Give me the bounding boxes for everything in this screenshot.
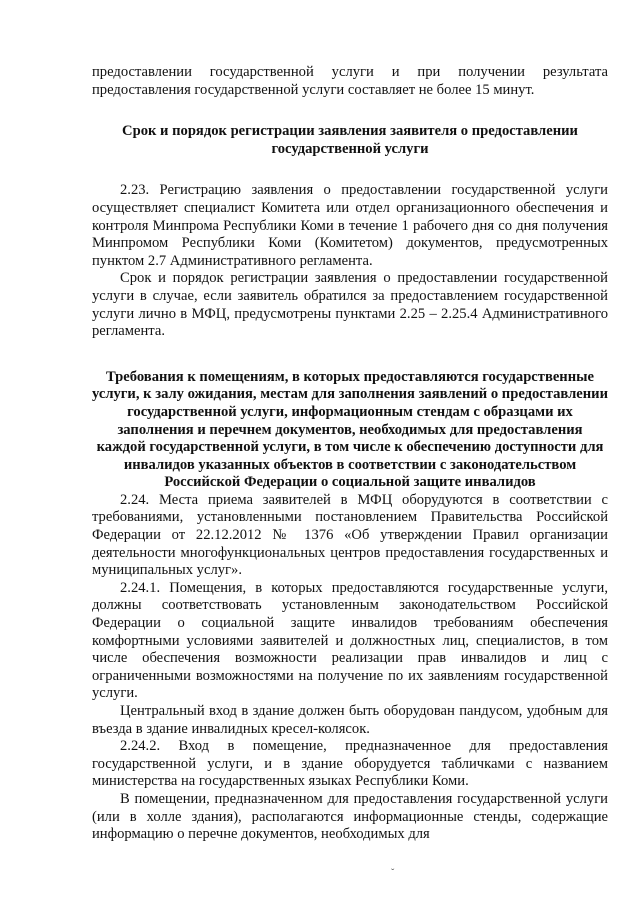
paragraph-central-entrance: Центральный вход в здание должен быть оборудован пандусом, удобным для въезда в здание инвалидных кресел-колясок. [92, 703, 608, 737]
paragraph-2-24: 2.24. Места приема заявителей в МФЦ оборудуются в соответствии с требованиями, установленными постановлением Правительства Российской Федерации от 22.12.2012 № 1376 «Об утверждении Правил организации деятельности многофункциональных центров предоставления государственных и муниципальных услуг». [92, 491, 608, 579]
paragraph-2-24-2: 2.24.2. Вход в помещение, предназначенное для предоставления государственной услуги, и в здание оборудуется табличками с названием министерства на государственных языках Республики Коми. [92, 738, 608, 790]
paragraph-2-23-mfc: Срок и порядок регистрации заявления о предоставлении государственной услуги в случае, если заявитель обратился за предоставлением государственной услуги лично в МФЦ, предусмотрены пунктами 2.25 – 2.25.4 Административного регламента. [92, 270, 608, 340]
heading-premises-requirements: Требования к помещениям, в которых предоставляются государственные услуги, к залу ожидания, местам для заполнения заявлений о предоставлении государственной услуги, информационным стендам с образцами их заполнения и перечнем документов, необходимых для предоставления каждой государственной услуги, в том числе к обеспечению доступности для инвалидов указанных объектов в соответствии с законодательством Российской Федерации о социальной защите инвалидов [92, 368, 608, 491]
scan-mark: ˇ [391, 868, 395, 879]
paragraph-2-23: 2.23. Регистрацию заявления о предоставлении государственной услуги осуществляет специалист Комитета или отдел организационного обеспечения и контроля Минпрома Республики Коми в течение 1 рабочего дня со дня получения Минпромом Республики Коми (Комитетом) документов, предусмотренных пунктом 2.7 Административного регламента. [92, 182, 608, 269]
heading-registration-procedure: Срок и порядок регистрации заявления заявителя о предоставлении государственной услуги [122, 123, 578, 157]
paragraph-information-stands: В помещении, предназначенном для предоставления государственной услуги (или в холле здания), располагаются информационные стенды, содержащие информацию о перечне документов, необходимых для [92, 790, 608, 843]
paragraph-intro: предоставлении государственной услуги и при получении результата предоставления государственной услуги составляет не более 15 минут. [92, 64, 608, 98]
paragraph-2-24-1: 2.24.1. Помещения, в которых предоставляются государственные услуги, должны соответствовать установленным законодательством Российской Федерации о социальной защите инвалидов требованиям обеспечения комфортными условиями заявителей и должностных лиц, специалистов, в том числе обеспечения возможности реализации прав инвалидов и лиц с ограниченными возможностями на получение по их заявлениям государственной услуги. [92, 579, 608, 702]
